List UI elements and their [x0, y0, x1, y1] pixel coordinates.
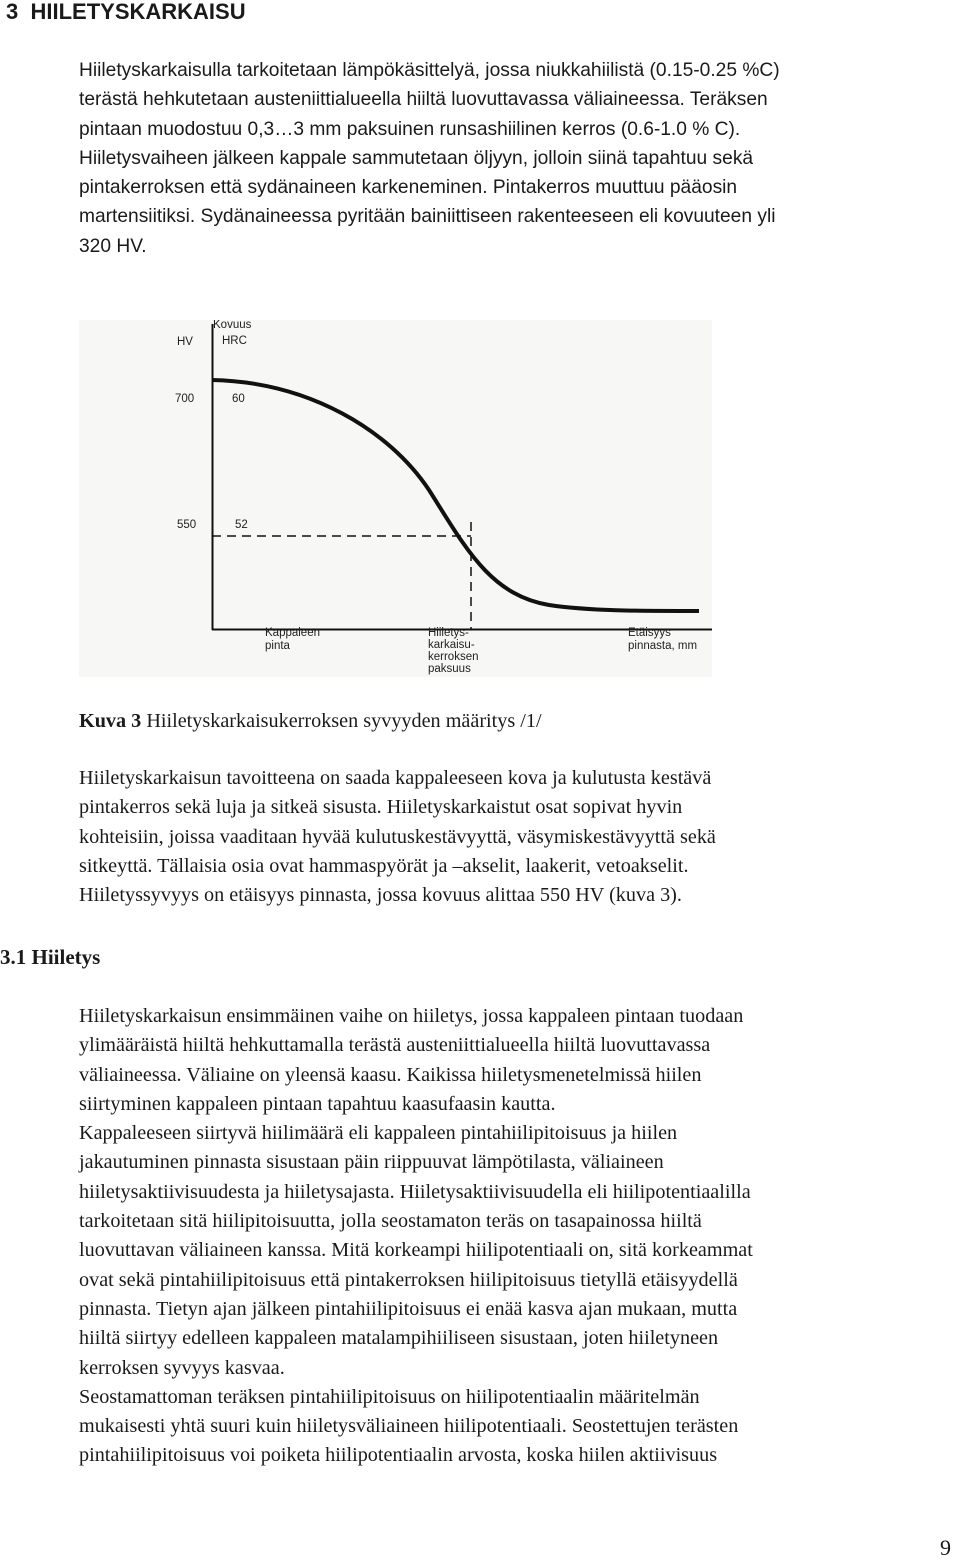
text-line: hiiltä siirtyy edelleen kappaleen matalampihiiliseen sisustaan, joten hiiletyneen — [79, 1327, 719, 1350]
text-line: terästä hehkutetaan austeniittialueella hiiltä luovuttavassa väliaineessa. Teräksen — [79, 89, 768, 111]
goal-paragraph — [79, 764, 949, 910]
text-line: siirtyminen kappaleen pintaan tapahtuu kaasufaasin kautta. — [79, 1092, 556, 1115]
text-line: luovuttavan väliaineen kanssa. Mitä korkeampi hiilipotentiaali on, sitä korkeammat — [79, 1239, 753, 1262]
hrc-tick-60: 60 — [232, 393, 245, 405]
text-line: ovat sekä pintahiilipitoisuus että pintakerroksen hiilipitoisuus tietyllä etäisyydellä — [79, 1268, 738, 1291]
distance-axis-label: Etäisyys pinnasta, mm — [628, 627, 698, 652]
text-line: Hiiletysvaiheen jälkeen kappale sammutetaan öljyyn, jolloin siinä tapahtuu sekä — [79, 147, 754, 169]
text-line: Kappaleeseen siirtyvä hiilimäärä eli kappaleen pintahiilipitoisuus ja hiilen — [79, 1122, 678, 1145]
text-line: tarkoitetaan sitä hiilipitoisuutta, jolla seostamaton teräs on tasapainossa hiiltä — [79, 1210, 702, 1233]
text-line: 320 HV. — [79, 235, 147, 257]
section-heading — [6, 0, 246, 26]
page-number: 9 — [940, 1535, 951, 1560]
text-line: Hiiletyskarkaisulla tarkoitetaan lämpökäsittelyä, jossa niukkahiilistä (0.15-0.25 %C) — [79, 60, 780, 81]
text-line: ylimääräistä hiiltä hehkuttamalla terästä austeniittialueella hiiltä luovuttavassa — [79, 1034, 711, 1057]
case-depth-label: Hiiletys- karkaisu- kerroksen paksuus — [428, 627, 479, 675]
hv-tick-550: 550 — [177, 519, 197, 531]
caption-text: Hiiletyskarkaisukerroksen syvyyden määritys /1/ — [141, 710, 542, 732]
hardness-axis-label: Kovuus — [213, 320, 252, 331]
text-line: kerroksen syvyys kasvaa. — [79, 1356, 285, 1379]
text-line: sitkeyttä. Tällaisia osia ovat hammaspyörät ja –akselit, laakerit, vetoakselit. — [79, 854, 689, 877]
text-line: pinnasta. Tietyn ajan jälkeen pintahiilipitoisuus ei enää kasva ajan mukaan, mutta — [79, 1297, 738, 1320]
hrc-tick-52: 52 — [235, 519, 248, 531]
text-line: Hiiletyskarkaisun tavoitteena on saada kappaleeseen kova ja kulutusta kestävä — [79, 767, 712, 789]
text-line: väliaineessa. Väliaine on yleensä kaasu. Kaikissa hiiletysmenetelmissä hiilen — [79, 1063, 702, 1086]
hardness-profile-diagram — [79, 320, 712, 677]
subsection-title: Hiiletys — [31, 945, 101, 969]
text-line: hiiletysaktiivisuudesta ja hiiletysajasta. Hiiletysaktiivisuudella eli hiilipotentiaalilla — [79, 1180, 751, 1203]
subsection-heading — [0, 943, 100, 971]
section-title: HIILETYSKARKAISU — [30, 0, 246, 24]
surface-label: Kappaleen pinta — [265, 627, 320, 652]
hv-axis-label: HV — [177, 336, 193, 348]
subsection-number: 3.1 — [0, 945, 27, 969]
text-line: Hiiletyskarkaisun ensimmäinen vaihe on hiiletys, jossa kappaleen pintaan tuodaan — [79, 1005, 744, 1027]
intro-paragraph — [79, 56, 949, 261]
text-line: pintahiilipitoisuus voi poiketa hiilipotentiaalin arvosta, koska hiilen aktiivisuus — [79, 1444, 718, 1467]
text-line: Seostamattoman teräksen pintahiilipitoisuus on hiilipotentiaalin määritelmän — [79, 1385, 700, 1408]
text-line: Hiiletyssyvyys on etäisyys pinnasta, jossa kovuus alittaa 550 HV (kuva 3). — [79, 884, 682, 907]
text-line: jakautuminen pinnasta sisustaan päin riippuuvat lämpötilasta, väliaineen — [79, 1151, 664, 1174]
text-line: pintaan muodostuu 0,3…3 mm paksuinen runsashiilinen kerros (0.6-1.0 % C). — [79, 118, 741, 140]
caption-label: Kuva 3 — [79, 710, 142, 732]
text-line: mukaisesti yhtä suuri kuin hiiletysväliaineen hiilipotentiaali. Seostettujen terästen — [79, 1415, 739, 1438]
text-line: pintakerroksen että sydänaineen karkeneminen. Pintakerros muuttuu pääosin — [79, 177, 738, 199]
carburizing-paragraph — [79, 1002, 949, 1471]
text-line: martensiitiksi. Sydänaineessa pyritään bainiittiseen rakenteeseen eli kovuuteen yli — [79, 206, 776, 228]
figure-caption — [79, 707, 542, 736]
hardness-profile-figure — [79, 320, 712, 677]
hv-tick-700: 700 — [175, 393, 195, 405]
hrc-axis-label: HRC — [222, 335, 247, 347]
text-line: kohteisiin, joissa vaaditaan hyvää kulutuskestävyyttä, väsymiskestävyyttä sekä — [79, 825, 716, 848]
text-line: pintakerros sekä luja ja sitkeä sisusta. Hiiletyskarkaistut osat sopivat hyvin — [79, 796, 683, 819]
hardness-curve — [212, 380, 699, 611]
section-number: 3 — [6, 0, 19, 24]
